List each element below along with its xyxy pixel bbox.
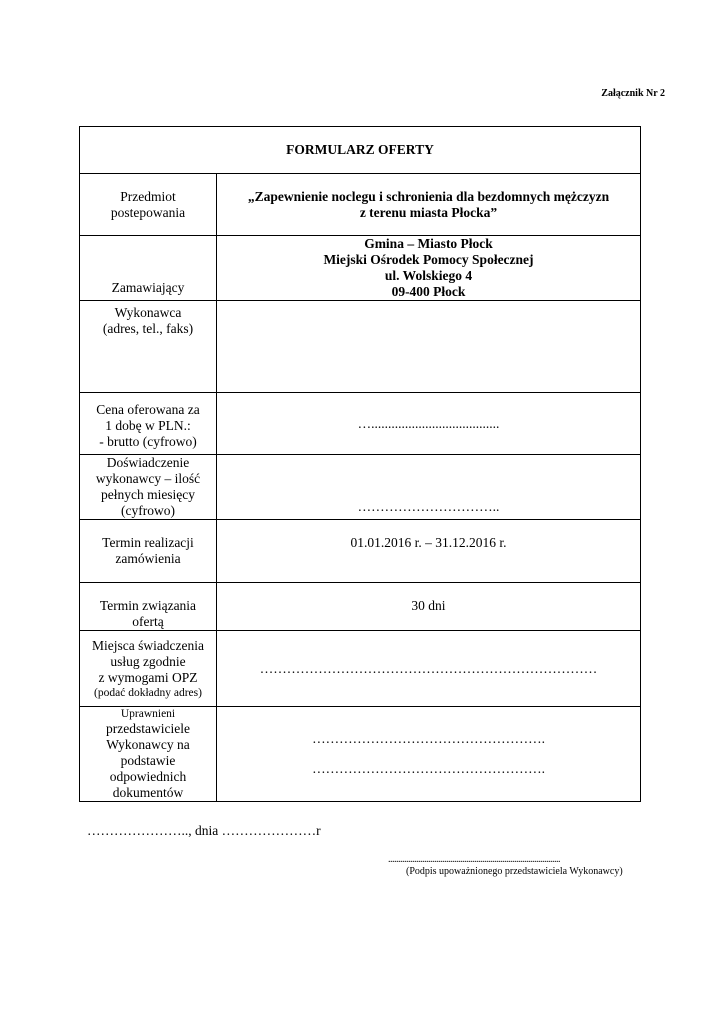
orderer-value: Gmina – Miasto Płock Miejski Ośrodek Pomocy Społecznej ul. Wolskiego 4 09-400 Płock	[217, 236, 641, 301]
contractor-label: Wykonawca (adres, tel., faks)	[80, 301, 217, 393]
place-date-line[interactable]: ………………….., dnia …………………r	[87, 823, 321, 838]
price-label: Cena oferowana za 1 dobę w PLN.: - brutto (cyfrowo)	[80, 393, 217, 455]
row-representatives	[80, 707, 641, 802]
place-label-note: (podać dokładny adres)	[94, 686, 202, 699]
row-experience	[80, 455, 641, 520]
term-value: 01.01.2016 r. – 31.12.2016 r.	[217, 520, 641, 583]
form-title: FORMULARZ OFERTY	[80, 127, 641, 174]
row-contractor	[80, 301, 641, 393]
subject-value: „Zapewnienie noclegu i schronienia dla bezdomnych mężczyzn z terenu miasta Płocka”	[217, 174, 641, 236]
row-price	[80, 393, 641, 455]
orderer-label: Zamawiający	[80, 236, 217, 301]
place-value-field[interactable]: …………………………………………………………………	[217, 631, 641, 707]
row-term	[80, 520, 641, 583]
term-label: Termin realizacji zamówienia	[80, 520, 217, 583]
contractor-value-field[interactable]	[217, 301, 641, 393]
offer-form-table	[79, 126, 641, 802]
experience-label: Doświadczenie wykonawcy – ilość pełnych miesięcy (cyfrowo)	[80, 455, 217, 520]
subject-label: Przedmiot postepowania	[80, 174, 217, 236]
row-orderer	[80, 236, 641, 301]
attachment-number: Załącznik Nr 2	[601, 88, 665, 99]
binding-value: 30 dni	[217, 583, 641, 631]
price-value-field[interactable]: …......................................	[217, 393, 641, 455]
representatives-label: Uprawnieni przedstawiciele Wykonawcy na podstawie odpowiednich dokumentów	[80, 707, 217, 802]
binding-label: Termin związania ofertą	[80, 583, 217, 631]
representatives-value-field[interactable]: ……………………………………………. …………………………………………….	[217, 707, 641, 802]
row-subject	[80, 174, 641, 236]
signature-line[interactable]: ......................................................................................	[388, 854, 560, 865]
row-binding	[80, 583, 641, 631]
place-label: Miejsca świadczenia usług zgodnie z wymogami OPZ (podać dokładny adres)	[80, 631, 217, 707]
signature-caption: (Podpis upoważnionego przedstawiciela Wykonawcy)	[406, 866, 623, 877]
row-place	[80, 631, 641, 707]
experience-value-field[interactable]: …………………………..	[217, 455, 641, 520]
